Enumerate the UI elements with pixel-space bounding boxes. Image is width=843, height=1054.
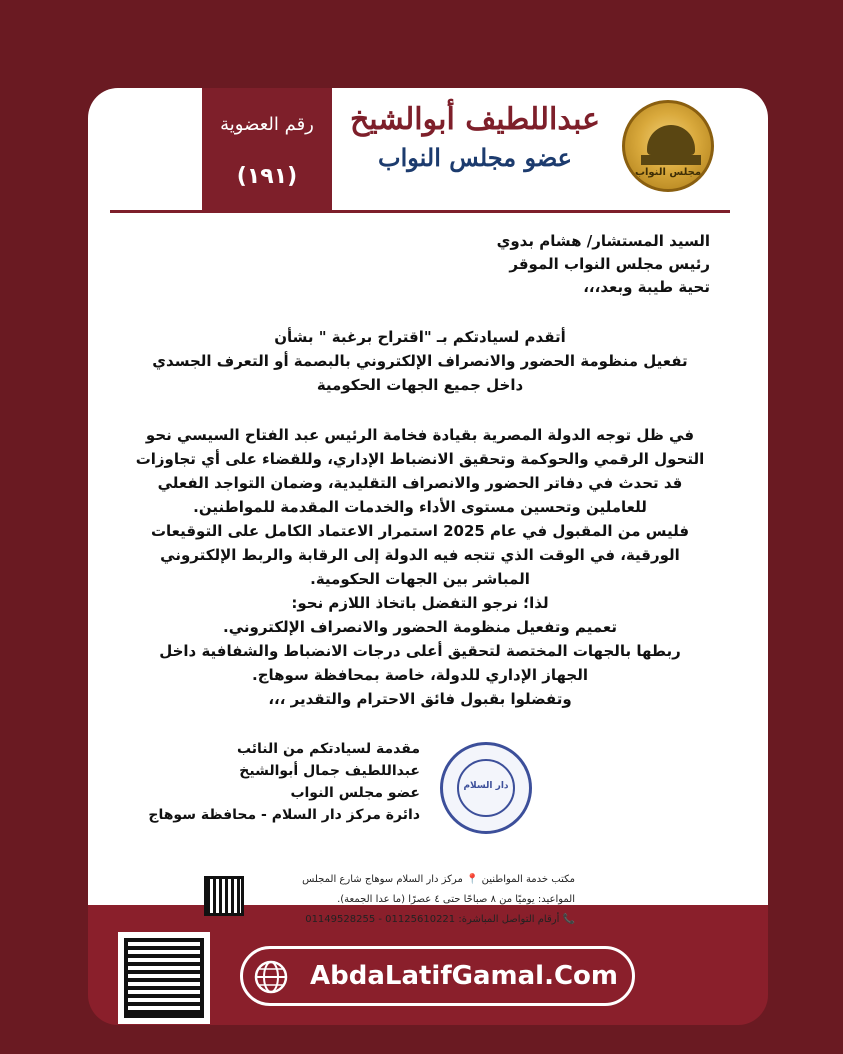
content-line: ربطها بالجهات المختصة لتحقيق أعلى درجات الانضباط والشفافية داخل: [159, 642, 681, 660]
deputy-name-block: [340, 96, 610, 206]
signature-line: عضو مجلس النواب: [290, 785, 420, 801]
content-line: الورقية، في الوقت الذي تتجه فيه الدولة إلى الرقابة والربط الإلكتروني: [160, 546, 680, 564]
content-line: قد تحدث في دفاتر الحضور والانصراف التقليدية، وضمان التواجد الفعلي: [157, 474, 683, 492]
subject-block: [130, 325, 710, 397]
website-link[interactable]: [240, 946, 635, 1006]
contact-footer: [195, 870, 575, 930]
subject-line: داخل جميع الجهات الحكومية: [316, 376, 524, 394]
address-line: السيد المستشار/ هشام بدوي: [496, 232, 710, 250]
signature-line: مقدمة لسيادتكم من النائب: [236, 741, 420, 757]
content-line: في ظل توجه الدولة المصرية بقيادة فخامة الرئيس عبد الفتاح السيسي نحو: [145, 426, 695, 444]
footer-line: مكتب خدمة المواطنين 📍 مركز دار السلام سوهاج شارع المجلس: [302, 874, 575, 885]
membership-box: [202, 88, 332, 210]
membership-label: رقم العضوية: [220, 114, 314, 135]
content-line: الجهاز الإداري للدولة، خاصة بمحافظة سوهاج.: [252, 666, 588, 684]
content-line: لذا؛ نرجو التفضل باتخاذ اللازم نحو:: [291, 594, 549, 612]
official-stamp-icon: [440, 742, 532, 834]
signature-line: دائرة مركز دار السلام - محافظة سوهاج: [148, 807, 420, 823]
content-line: المباشر بين الجهات الحكومية.: [310, 570, 530, 588]
signature-line: عبداللطيف جمال أبوالشيخ: [239, 763, 420, 779]
qr-code-large-icon: [118, 932, 210, 1024]
website-url: AbdaLatifGamal.Com: [309, 961, 618, 991]
address-line: رئيس مجلس النواب الموقر: [509, 255, 710, 273]
subject-line: تفعيل منظومة الحضور والانصراف الإلكتروني بالبصمة أو التعرف الجسدي: [152, 352, 688, 370]
content-line: للعاملين وتحسين مستوى الأداء والخدمات المقدمة للمواطنين.: [193, 498, 647, 516]
footer-line: 📞 أرقام التواصل المباشرة: 01125610221 - 01149528255: [305, 914, 575, 925]
globe-icon: [253, 959, 289, 995]
dome-icon: [647, 125, 695, 155]
content-line: تعميم وتفعيل منظومة الحضور والانصراف الإلكتروني.: [223, 618, 617, 636]
content-line: فليس من المقبول في عام 2025 استمرار الاعتماد الكامل على التوقيعات: [150, 522, 690, 540]
deputy-title: عضو مجلس النواب: [377, 143, 572, 172]
footer-line: المواعيد: يوميًا من ٨ صباحًا حتى ٤ عصرًا (ما عدا الجمعة).: [337, 894, 575, 905]
letter-body: [130, 230, 710, 711]
membership-number: (١٩١): [236, 164, 298, 189]
address-line: تحية طيبة وبعد،،،: [583, 278, 710, 296]
logo-text: مجلس النواب: [634, 167, 702, 178]
stamp-text: دار السلام: [463, 781, 509, 791]
qr-pattern: [124, 938, 204, 1018]
header-divider: [110, 210, 730, 213]
content-line: وتفضلوا بقبول فائق الاحترام والتقدير ،،،: [268, 690, 572, 708]
deputy-name: عبداللطيف أبوالشيخ: [349, 102, 601, 137]
dome-base: [641, 155, 701, 165]
content-line: التحول الرقمي والحوكمة وتحقيق الانضباط الإداري، وللقضاء على أي تجاوزات: [135, 450, 705, 468]
subject-line: أتقدم لسيادتكم بـ "اقتراح برغبة " بشأن: [274, 328, 566, 346]
signature-block: [130, 738, 420, 826]
content-block: [130, 423, 710, 711]
address-block: [130, 230, 710, 299]
parliament-logo-icon: [622, 100, 714, 192]
